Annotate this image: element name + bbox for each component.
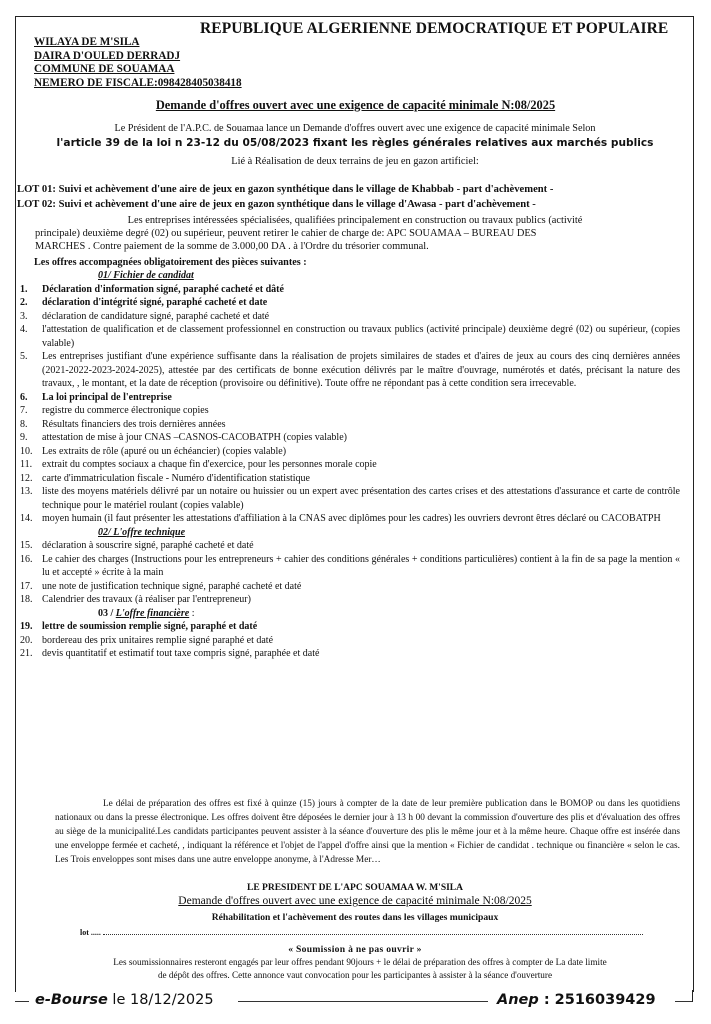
wilaya-line: WILAYA DE M'SILA bbox=[34, 36, 140, 48]
item-text: Les extraits de rôle (apuré ou un échéancier) (copies valable) bbox=[42, 445, 287, 457]
list-item bbox=[20, 404, 680, 418]
item-number: 16. bbox=[20, 553, 33, 565]
item-number: 2. bbox=[20, 297, 28, 308]
item-text: La loi principal de l'entreprise bbox=[42, 391, 172, 403]
item-text: moyen humain (il faut présenter les attestations d'affiliation à la CNAS avec diplômes pour les cadres) les ouvriers devront êtres déclaré ou CACOBATPH bbox=[42, 513, 661, 524]
item-text: Résultats financiers des trois dernières années bbox=[42, 418, 226, 430]
section-label: L'offre financière bbox=[115, 607, 190, 619]
list-item bbox=[20, 580, 680, 594]
item-number: 8. bbox=[20, 418, 28, 430]
list-item bbox=[20, 323, 680, 350]
lot-02: LOT 02: Suivi et achèvement d'une aire de jeux en gazon synthétique dans le village d'Awasa - part d'achèvement - bbox=[17, 199, 536, 210]
dotted-line bbox=[103, 926, 643, 935]
item-text: devis quantitatif et estimatif tout taxe compris signé, paraphée et daté bbox=[42, 648, 320, 659]
lot-01: LOT 01: Suivi et achèvement d'une aire de jeux en gazon synthétique dans le village de Khabbab - part d'achèvement - bbox=[17, 184, 554, 195]
item-number: 3. bbox=[20, 310, 28, 322]
item-text: attestation de mise à jour CNAS –CASNOS-CACOBATPH (copies valable) bbox=[42, 432, 347, 443]
item-text: Déclaration d'information signé, paraphé cacheté et dâté bbox=[42, 283, 284, 295]
pieces-intro: Les offres accompagnées obligatoirement des pièces suivantes : bbox=[34, 257, 307, 268]
list-item bbox=[20, 634, 680, 648]
intro-line-1: Le Président de l'A.P.C. de Souamaa lance un Demande d'offres ouvert avec une exigence de capacité minimale Selon bbox=[114, 123, 596, 134]
list-item bbox=[20, 445, 680, 459]
item-number: 17. bbox=[20, 580, 33, 592]
item-number: 21. bbox=[20, 648, 33, 659]
list-item bbox=[20, 431, 680, 445]
item-text: une note de justification technique signé, paraphé cacheté et daté bbox=[42, 580, 302, 592]
section-number: 03 / bbox=[98, 607, 114, 619]
eligibility-line-2: principale) deuxième degré (02) ou supérieur, peuvent retirer le cahier de charge de: APC SOUAMAA – BUREAU DES bbox=[35, 228, 537, 239]
closing-line-2: de dépôt des offres. Cette annonce vaut convocation pour les participantes à assister à la séance d'ouverture bbox=[157, 970, 553, 980]
item-text: déclaration de candidature signé, paraphé cacheté et daté bbox=[42, 310, 270, 322]
closing-line-1: Les soumissionnaires resteront engagés par leur offres pendant 90jours + le délai de préparation des offres à compter de La date limite bbox=[113, 957, 607, 967]
fiscal-number-line: NEMERO DE FISCALE:098428405038418 bbox=[34, 76, 242, 89]
footer-anep-number: : 2516039429 bbox=[538, 992, 656, 1008]
item-text: Le cahier des charges (Instructions pour les entrepreneurs + cahier des conditions générales + conditions particulières) contient à la fin de sa page la mention « lu et accepté » écrite à la main bbox=[42, 553, 680, 578]
intro-line-3: Lié à Réalisation de deux terrains de jeu en gazon artificiel: bbox=[231, 156, 479, 167]
envelope-lot-line bbox=[80, 926, 643, 939]
list-item bbox=[20, 647, 680, 661]
president-signature: LE PRESIDENT DE L'APC SOUAMAA W. M'SILA bbox=[247, 883, 463, 893]
list-item bbox=[20, 283, 680, 297]
item-number: 1. bbox=[20, 283, 28, 295]
list-item bbox=[20, 620, 680, 634]
list-item bbox=[20, 472, 680, 486]
delay-paragraph: Le délai de préparation des offres est fixé à quinze (15) jours à compter de la date de leur première publication dans le BOMOP ou dans les quotidiens nationaux ou dans la presse électronique. Les offres doivent être déposées le dernier jour à 13 h 00 devant la commission d'ouverture des plis et d'évaluation des offres au siège de la municipalité.Les candidats participantes peuvent assister à la séance d'ouverture des plis le même jour et à la même heure. Chaque offre est insérée dans une enveloppe fermée et cacheté, , indiquant la référence et l'objet de l'appel d'offre ainsi que la mention « Fichier de candidat . technique ou financière « selon le cas. Les Trois enveloppes sont mises dans une autre enveloppe anonyme, à l'Adresse Mer… bbox=[55, 799, 680, 865]
item-number: 13. bbox=[20, 486, 33, 497]
item-number: 4. bbox=[20, 324, 28, 335]
item-text: Les entreprises justifiant d'une expérience suffisante dans la réalisation de projets similaires de stades et d'aires de jeux au cours des cinq dernières années (2021-2022-2023-2024-2025), attestée par des certificats de bonne exécution délivrés par le maître d'ouvrage, numérotés et datés, précisant la nature des travaux, , le montant, et la date de réception (provisoire ou définitive). Toute offre ne répondant pas à cette condition sera irrecevable. bbox=[42, 351, 680, 389]
item-number: 11. bbox=[20, 459, 33, 470]
footer-source bbox=[35, 992, 214, 1008]
footer-rule-middle bbox=[238, 1001, 488, 1002]
footer-source-name: e-Bourse bbox=[35, 992, 108, 1008]
item-text: bordereau des prix unitaires remplie signé paraphé et daté bbox=[42, 634, 274, 646]
list-item bbox=[20, 553, 680, 580]
item-text: déclaration d'intégrité signé, paraphé cacheté et date bbox=[42, 297, 268, 308]
frame-corner-right bbox=[692, 990, 693, 1002]
list-item bbox=[20, 350, 680, 391]
required-documents-list bbox=[20, 269, 680, 661]
list-item bbox=[20, 418, 680, 432]
section-fichier-candidat: 01/ Fichier de candidat bbox=[98, 270, 194, 281]
lots-list bbox=[17, 182, 553, 212]
administrative-header bbox=[34, 36, 242, 90]
item-number: 10. bbox=[20, 445, 33, 457]
list-item bbox=[20, 539, 680, 553]
envelope-subtitle: Réhabilitation et l'achèvement des routes dans les villages municipaux bbox=[211, 912, 499, 923]
item-text: registre du commerce électronique copies bbox=[42, 405, 209, 416]
daira-line: DAIRA D'OULED DERRADJ bbox=[34, 49, 181, 62]
item-text: liste des moyens matériels délivré par un notaire ou huissier ou un expert avec présentation des cartes crises et des attestations d'assurance et carte de contrôle technique pour le matériel roulant (copies valable) bbox=[42, 486, 680, 511]
item-number: 20. bbox=[20, 634, 33, 646]
footer-rule-right bbox=[675, 1001, 693, 1002]
commune-line: COMMUNE DE SOUAMAA bbox=[34, 63, 175, 75]
list-item bbox=[20, 512, 680, 526]
eligibility-line-1: Les entreprises intéressées spécialisées, qualifiées principalement en construction ou travaux publics (activité bbox=[127, 215, 583, 226]
item-text: déclaration à souscrire signé, paraphé cacheté et daté bbox=[42, 540, 254, 551]
eligibility-line-3: MARCHES . Contre paiement de la somme de 3.000,00 DA . à l'Ordre du trésorier communal. bbox=[35, 241, 429, 252]
item-text: Calendrier des travaux (à réaliser par l'entrepreneur) bbox=[42, 594, 251, 605]
item-text: lettre de soumission remplie signé, paraphé et daté bbox=[42, 621, 258, 632]
notice-title: Demande d'offres ouvert avec une exigence de capacité minimale N:08/2025 bbox=[155, 98, 556, 112]
list-item bbox=[20, 593, 680, 607]
list-item bbox=[20, 391, 680, 405]
section-colon: : bbox=[189, 607, 195, 619]
item-number: 15. bbox=[20, 540, 33, 551]
item-text: carte d'immatriculation fiscale - Numéro d'identification statistique bbox=[42, 472, 310, 484]
list-item bbox=[20, 485, 680, 512]
item-number: 6. bbox=[20, 391, 28, 403]
list-item bbox=[20, 458, 680, 472]
item-number: 18. bbox=[20, 594, 33, 605]
item-number: 12. bbox=[20, 472, 33, 484]
item-number: 5. bbox=[20, 351, 28, 362]
item-number: 14. bbox=[20, 513, 33, 524]
intro-line-2 bbox=[15, 137, 695, 150]
list-item bbox=[20, 296, 680, 310]
lot-label: lot ..... bbox=[80, 928, 101, 937]
item-text: extrait du comptes sociaux a chaque fin d'exercice, pour les personnes morale copie bbox=[42, 459, 377, 470]
footer-anep-label: Anep bbox=[497, 992, 539, 1008]
item-number: 19. bbox=[20, 621, 33, 632]
footer-date: le 18/12/2025 bbox=[107, 992, 214, 1008]
section-offre-technique: 02/ L'offre technique bbox=[98, 526, 186, 538]
item-number: 7. bbox=[20, 405, 28, 416]
intro-line-2-text: l'article 39 de la loi n 23-12 du 05/08/2023 fixant les règles générales relatives aux marchés publics bbox=[56, 137, 654, 149]
do-not-open-notice: « Soumission à ne pas ouvrir » bbox=[288, 944, 422, 955]
republique-heading: REPUBLIQUE ALGERIENNE DEMOCRATIQUE ET POPULAIRE bbox=[200, 20, 669, 37]
envelope-title: Demande d'offres ouvert avec une exigence de capacité minimale N:08/2025 bbox=[178, 895, 532, 907]
footer-rule-left bbox=[15, 1001, 29, 1002]
item-text: l'attestation de qualification et de classement professionnel en construction ou travaux publics (activité principale) deuxième degré (02) ou supérieur, (copies valable) bbox=[42, 324, 680, 349]
item-number: 9. bbox=[20, 432, 28, 443]
section-offre-financiere bbox=[20, 607, 680, 621]
list-item bbox=[20, 310, 680, 324]
footer-anep bbox=[497, 992, 656, 1008]
